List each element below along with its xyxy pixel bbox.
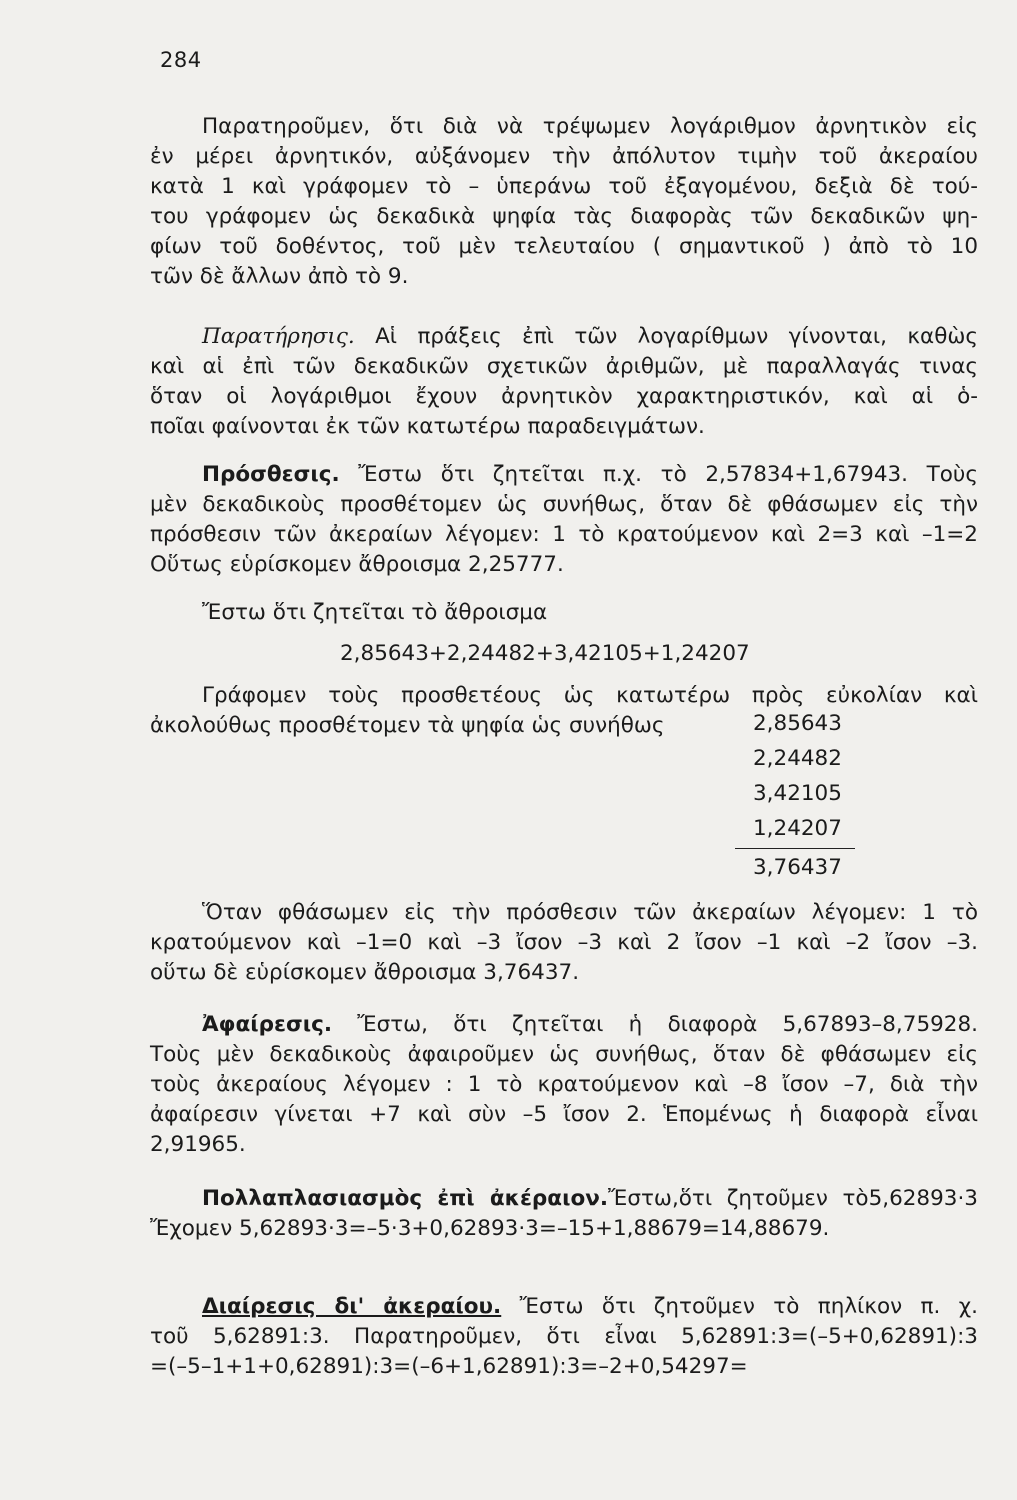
text-line: κατὰ 1 καὶ γράφομεν τὸ – ὑπεράνω τοῦ ἐξαγομένου, δεξιὰ δὲ τού- [150, 174, 978, 199]
text-line: Τοὺς μὲν δεκαδικοὺς ἀφαιροῦμεν ὡς συνήθως, ὅταν δὲ φθάσωμεν εἰς [150, 1042, 978, 1067]
text-line: τοῦ 5,62891:3. Παρατηροῦμεν, ὅτι εἶναι 5,62891:3=(–5+0,62891):3 [150, 1324, 978, 1349]
text-line: Πρόσθεσις. Ἔστω ὅτι ζητεῖται π.χ. τὸ 2,57834+1,67943. Τοὺς [202, 462, 978, 487]
text-line: Οὕτως εὑρίσκομεν ἄθροισμα 2,25777. [150, 552, 564, 577]
text-line: μὲν δεκαδικοὺς προσθέτομεν ὡς συνήθως, ὅταν δὲ φθάσωμεν εἰς τὴν [150, 492, 978, 517]
paragraph-division [150, 1292, 978, 1382]
page-number: 284 [160, 48, 202, 72]
text-line: Παρατήρησις. Αἱ πράξεις ἐπὶ τῶν λογαρίθμων γίνονται, καθὼς [202, 324, 978, 349]
addition-heading: Πρόσθεσις. [202, 462, 340, 487]
text-line: Γράφομεν τοὺς προσθετέους ὡς κατωτέρω πρὸς εὐκολίαν καὶ [202, 683, 978, 708]
sum-rule [735, 848, 855, 849]
text-line: Διαίρεσις δι' ἀκεραίου. Ἔστω ὅτι ζητοῦμεν τὸ πηλίκον π. χ. [202, 1294, 978, 1319]
text-line: τοὺς ἀκεραίους λέγομεν : 1 τὸ κρατούμενον καὶ –8 ἴσον –7, διὰ τὴν [150, 1072, 978, 1097]
text-line: =(–5–1+1+0,62891):3=(–6+1,62891):3=–2+0,54297= [150, 1354, 748, 1379]
column-total: 3,76437 [753, 855, 842, 880]
text-line: ἀφαίρεσιν γίνεται +7 καὶ σὺν –5 ἴσον 2. Ἑπομένως ἡ διαφορὰ εἶναι [150, 1102, 978, 1127]
text-line: ὅταν οἱ λογάριθμοι ἔχουν ἀρνητικὸν χαρακτηριστικόν, καὶ αἱ ὁ- [150, 384, 978, 409]
column-addend: 2,24482 [753, 746, 842, 771]
paragraph-note [150, 322, 978, 442]
paragraph-multiplication [150, 1184, 978, 1244]
paragraph-subtraction [150, 1010, 978, 1160]
subtraction-heading: Ἀφαίρεσις. [202, 1012, 332, 1037]
text-line: ἐν μέρει ἀρνητικόν, αὐξάνομεν τὴν ἀπόλυτον τιμὴν τοῦ ἀκεραίου [150, 144, 978, 169]
example-intro [150, 598, 978, 628]
text-line: του γράφομεν ὡς δεκαδικὰ ψηφία τὰς διαφορὰς τῶν δεκαδικῶν ψη- [150, 204, 978, 229]
text-line: 2,91965. [150, 1132, 246, 1157]
text-line: Ἔστω ὅτι ζητεῖται τὸ ἄθροισμα [202, 600, 548, 625]
note-heading: Παρατήρησις. [202, 324, 355, 349]
text-line: ἀκολούθως προσθέτομεν τὰ ψηφία ὡς συνήθως [150, 713, 665, 738]
paragraph-addition-explanation [150, 898, 978, 988]
text-line: καὶ αἱ ἐπὶ τῶν δεκαδικῶν σχετικῶν ἀριθμῶν, μὲ παραλλαγάς τινας [150, 354, 978, 379]
column-addend: 2,85643 [753, 711, 842, 736]
text-line: φίων τοῦ δοθέντος, τοῦ μὲν τελευταίου ( σημαντικοῦ ) ἀπὸ τὸ 10 [150, 234, 978, 259]
division-heading: Διαίρεσις δι' ἀκεραίου. [202, 1294, 502, 1319]
paragraph-addition [150, 460, 978, 580]
multiplication-heading: Πολλαπλασιασμὸς ἐπὶ ἀκέραιον. [202, 1186, 609, 1211]
column-addend: 1,24207 [753, 816, 842, 841]
text-line: οὕτω δὲ εὑρίσκομεν ἄθροισμα 3,76437. [150, 960, 580, 985]
text-line: Παρατηροῦμεν, ὅτι διὰ νὰ τρέψωμεν λογάριθμον ἀρνητικὸν εἰς [202, 114, 978, 139]
text-line: τῶν δὲ ἄλλων ἀπὸ τὸ 9. [150, 264, 409, 289]
text-line: κρατούμενον καὶ –1=0 καὶ –3 ἴσον –3 καὶ 2 ἴσον –1 καὶ –2 ἴσον –3. [150, 930, 978, 955]
column-addend: 3,42105 [753, 781, 842, 806]
paragraph-negative-logarithm [150, 112, 978, 292]
text-line: ποῖαι φαίνονται ἐκ τῶν κατωτέρω παραδειγμάτων. [150, 414, 705, 439]
text-line: Πολλαπλασιασμὸς ἐπὶ ἀκέραιον.Ἔστω,ὅτι ζητοῦμεν τὸ5,62893·3 [202, 1186, 978, 1211]
text-line: πρόσθεσιν τῶν ἀκεραίων λέγομεν: 1 τὸ κρατούμενον καὶ 2=3 καὶ –1=2 [150, 522, 978, 547]
text-line: Ἀφαίρεσις. Ἔστω, ὅτι ζητεῖται ἡ διαφορὰ 5,67893–8,75928. [202, 1012, 978, 1037]
example-description [150, 681, 978, 741]
sum-expression: 2,85643+2,24482+3,42105+1,24207 [340, 641, 750, 666]
text-line: Ἔχομεν 5,62893·3=–5·3+0,62893·3=–15+1,88679=14,88679. [150, 1216, 830, 1241]
text-line: Ὅταν φθάσωμεν εἰς τὴν πρόσθεσιν τῶν ἀκεραίων λέγομεν: 1 τὸ [202, 900, 978, 925]
